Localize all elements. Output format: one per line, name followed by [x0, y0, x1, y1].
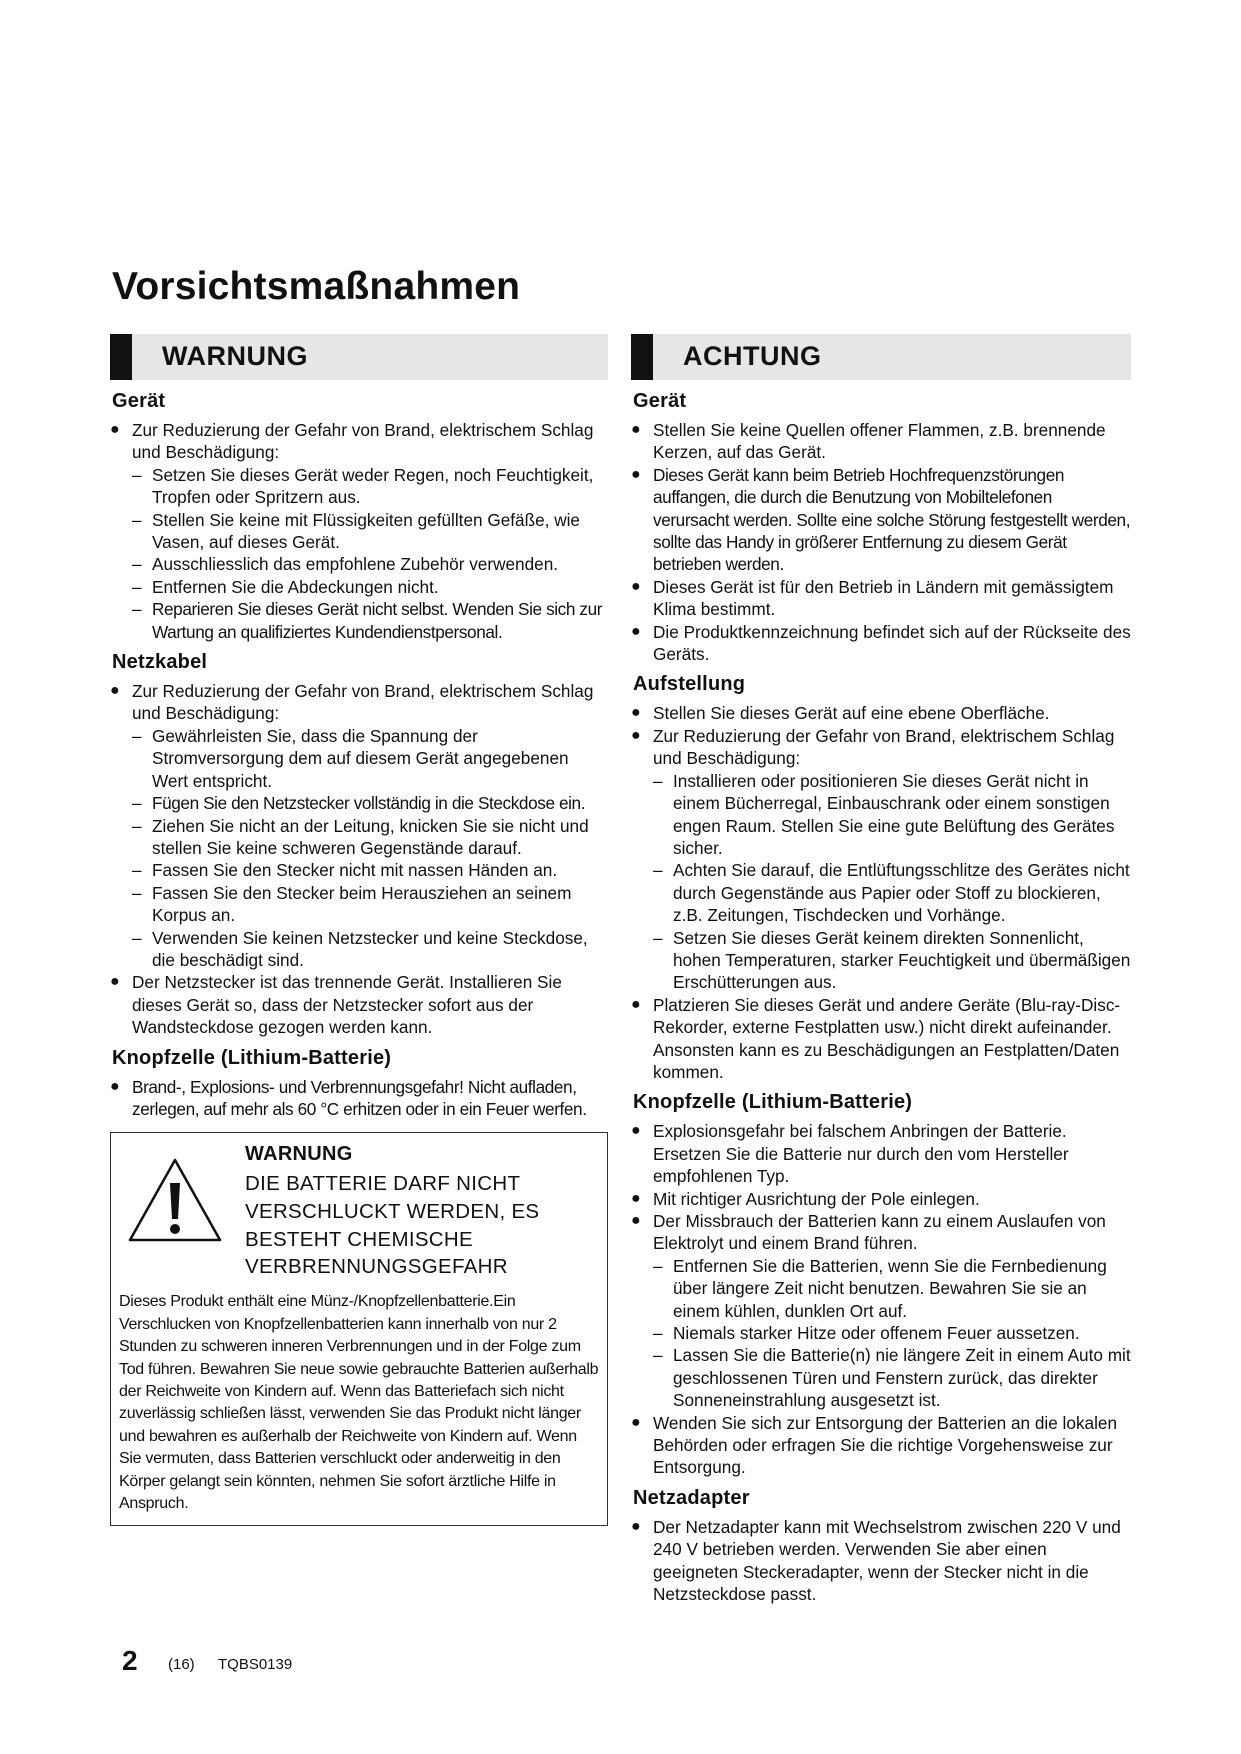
list-item-text: Die Produktkennzeichnung befindet sich auf der Rückseite des Geräts. [653, 621, 1131, 665]
banner-bar [631, 334, 653, 380]
section-geraet-caution [631, 390, 1131, 665]
section-geraet-warning [110, 390, 608, 643]
list-item-text: Reparieren Sie dieses Gerät nicht selbst. Wenden Sie sich zur Wartung an qualifiziertes Kundendienstpersonal. [152, 599, 603, 642]
list-item-text: Fassen Sie den Stecker nicht mit nassen Händen an. [152, 860, 558, 881]
page-title: Vorsichtsmaßnahmen [112, 265, 521, 308]
list-item [631, 1210, 1131, 1412]
section-knopfzelle-warning [110, 1047, 608, 1121]
list-item [132, 927, 608, 972]
list-item-text: Installieren oder positionieren Sie dieses Gerät nicht in einem Bücherregal, Einbauschrank oder einem sonstigen engen Raum. Stellen Sie eine gute Belüftung des Gerätes sicher. [673, 770, 1115, 858]
bullet-icon: ● [110, 973, 120, 991]
list-item [132, 882, 608, 927]
list-item [132, 792, 608, 814]
bullet-icon: ● [631, 995, 641, 1013]
dash-icon: – [132, 793, 142, 814]
bullet-icon: ● [110, 421, 120, 438]
list-item-text: Der Netzstecker ist das trennende Gerät. Installieren Sie dieses Gerät so, dass der Netzstecker sofort aus der Wandsteckdose gezogen werden kann. [132, 972, 562, 1038]
list-item [631, 621, 1131, 666]
section-netzkabel [110, 651, 608, 1039]
dash-icon: – [132, 576, 142, 597]
list-item-text: Fügen Sie den Netzstecker vollständig in die Steckdose ein. [152, 793, 586, 814]
list-item-text: Setzen Sie dieses Gerät keinem direkten Sonnenlicht, hohen Temperaturen, starker Feuchtigkeit und übermäßigen Erschütterungen aus. [673, 927, 1131, 993]
banner-bar [110, 334, 132, 380]
list-item-text: Der Netzadapter kann mit Wechselstrom zwischen 220 V und 240 V betrieben werden. Verwenden Sie aber einen geeigneten Steckeradapter, wenn der Stecker nicht in die Netzsteckdose passt. [653, 1516, 1121, 1605]
dash-icon: – [653, 860, 663, 881]
list-item [132, 553, 608, 575]
list-item-text: Mit richtiger Ausrichtung der Pole einlegen. [653, 1188, 980, 1209]
list-item-text: Wenden Sie sich zur Entsorgung der Batterien an die lokalen Behörden oder erfragen Sie die richtige Vorgehensweise zur Entsorgung. [653, 1412, 1118, 1478]
right-column [631, 334, 1131, 1614]
dash-icon: – [653, 770, 663, 791]
list-item [653, 1322, 1131, 1344]
list-item-text: Zur Reduzierung der Gefahr von Brand, elektrischem Schlag und Beschädigung: [653, 725, 1115, 769]
dash-icon: – [132, 554, 142, 575]
section-heading: Gerät [633, 390, 687, 412]
list-item-text: Ziehen Sie nicht an der Leitung, knicken Sie sie nicht und stellen Sie keine schweren Gegenstände darauf. [152, 815, 589, 858]
document-code: TQBS0139 [218, 1656, 293, 1673]
list-item [631, 576, 1131, 621]
list-item [132, 509, 608, 554]
dash-icon: – [132, 725, 142, 746]
list-item [110, 1076, 608, 1121]
list-item-text: Zur Reduzierung der Gefahr von Brand, elektrischem Schlag und Beschädigung: [132, 681, 594, 724]
bullet-icon: ● [631, 421, 641, 438]
list-item-text: Zur Reduzierung der Gefahr von Brand, elektrischem Schlag und Beschädigung: [132, 420, 594, 463]
list-item [110, 419, 608, 643]
warnbox-body: Dieses Produkt enthält eine Münz-/Knopfzellenbatterie.Ein Verschlucken von Knopfzellenbatterien kann innerhalb von nur 2 Stunden zu schweren inneren Verbrennungen und in der Folge zum Tod führen. Bewahren Sie neue sowie gebrauchte Batterien außerhalb der Reichweite von Kindern auf. Wenn das Batteriefach sich nicht zuverlässig schließen lässt, verwenden Sie das Produkt nicht länger und bewahren es außerhalb der Reichweite von Kindern auf. Wenn Sie vermuten, dass Batterien verschluckt oder anderweitig in den Körper gelangt sein könnten, nehmen Sie sofort ärztliche Hilfe in Anspruch. [119, 1293, 599, 1513]
list-item [132, 725, 608, 792]
list-item-text: Gewährleisten Sie, dass die Spannung der Stromversorgung dem auf diesem Gerät angegebenen Wert entspricht. [152, 725, 569, 791]
page-number: 2 [122, 1645, 138, 1676]
list-item [132, 464, 608, 509]
bullet-icon: ● [631, 465, 641, 483]
bullet-icon: ● [631, 704, 641, 722]
list-item [653, 1344, 1131, 1411]
dash-icon: – [132, 599, 142, 620]
warnbox-title: WARNUNG [245, 1143, 353, 1166]
list-item [110, 680, 608, 971]
dash-icon: – [653, 1323, 663, 1344]
section-netzadapter [631, 1487, 1131, 1606]
section-aufstellung [631, 673, 1131, 1083]
list-item-text: Niemals starker Hitze oder offenem Feuer aussetzen. [673, 1323, 1080, 1344]
bullet-icon: ● [631, 1189, 641, 1207]
warnbox-line: DIE BATTERIE DARF NICHT [245, 1172, 521, 1196]
section-heading: Knopfzelle (Lithium-Batterie) [633, 1091, 913, 1114]
list-item [653, 859, 1131, 926]
list-item [132, 576, 608, 598]
warning-triangle-icon [127, 1157, 223, 1243]
section-heading: Gerät [112, 390, 166, 412]
list-item-text: Stellen Sie dieses Gerät auf eine ebene Oberfläche. [653, 703, 1050, 724]
list-item [631, 1516, 1131, 1606]
list-item [132, 598, 608, 643]
list-item [631, 1412, 1131, 1479]
list-item-text: Explosionsgefahr bei falschem Anbringen der Batterie. Ersetzen Sie die Batterie nur durch den vom Hersteller empfohlenen Typ. [653, 1121, 1069, 1187]
bullet-icon: ● [631, 577, 641, 595]
warning-banner [110, 334, 608, 380]
list-item [653, 927, 1131, 994]
bullet-icon: ● [110, 682, 120, 700]
caution-banner-label: ACHTUNG [683, 341, 822, 371]
list-item [631, 994, 1131, 1084]
list-item-text: Dieses Gerät kann beim Betrieb Hochfrequenzstörungen auffangen, die durch die Benutzung von Mobiltelefonen verursacht werden. Sollte eine solche Störung festgestellt werden, sollte das Handy in größerer Entfernung zu diesem Gerät betrieben werden. [653, 464, 1131, 575]
list-item [631, 419, 1131, 464]
warnbox-line: VERBRENNUNGSGEFAHR [245, 1255, 508, 1279]
list-item [653, 1255, 1131, 1322]
dash-icon: – [132, 509, 142, 530]
section-heading: Netzkabel [112, 651, 208, 674]
warnbox-line: VERSCHLUCKT WERDEN, ES [245, 1199, 540, 1223]
dash-icon: – [653, 1255, 663, 1276]
bullet-icon: ● [631, 1517, 641, 1535]
bullet-icon: ● [110, 1077, 120, 1095]
section-knopfzelle-caution [631, 1091, 1131, 1479]
list-item [631, 702, 1131, 724]
list-item-text: Platzieren Sie dieses Gerät und andere Geräte (Blu-ray-Disc-Rekorder, externe Festplatten usw.) nicht direkt aufeinander. Ansonsten kann es zu Beschädigungen an Festplatten/Daten kommen. [653, 994, 1121, 1082]
bullet-icon: ● [631, 622, 641, 640]
page-reference: (16) [168, 1656, 195, 1673]
dash-icon: – [132, 815, 142, 836]
dash-icon: – [132, 882, 142, 903]
list-item-text: Achten Sie darauf, die Entlüftungsschlitze des Gerätes nicht durch Gegenstände aus Papier oder Stoff zu blockieren, z.B. Zeitungen, Tischdecken und Vorhänge. [673, 860, 1130, 926]
list-item [631, 725, 1131, 994]
warnbox-line: BESTEHT CHEMISCHE [245, 1227, 473, 1251]
list-item [110, 971, 608, 1038]
list-item-text: Lassen Sie die Batterie(n) nie längere Zeit in einem Auto mit geschlossenen Türen und Fenstern zurück, das direkter Sonneneinstrahlung ausgesetzt ist. [673, 1345, 1131, 1411]
list-item [132, 815, 608, 860]
bullet-icon: ● [631, 726, 641, 744]
list-item-text: Setzen Sie dieses Gerät weder Regen, noch Feuchtigkeit, Tropfen oder Spritzern aus. [152, 464, 594, 508]
dash-icon: – [653, 927, 663, 948]
dash-icon: – [132, 464, 142, 485]
section-heading: Knopfzelle (Lithium-Batterie) [112, 1046, 392, 1069]
list-item-text: Brand-, Explosions- und Verbrennungsgefahr! Nicht aufladen, zerlegen, auf mehr als 60 °C erhitzen oder in ein Feuer werfen. [132, 1076, 587, 1119]
bullet-icon: ● [631, 1413, 641, 1431]
list-item-text: Dieses Gerät ist für den Betrieb in Ländern mit gemässigtem Klima bestimmt. [653, 576, 1114, 620]
dash-icon: – [653, 1345, 663, 1366]
list-item-text: Ausschliesslich das empfohlene Zubehör verwenden. [152, 554, 559, 575]
list-item [631, 1120, 1131, 1187]
section-heading: Netzadapter [633, 1486, 750, 1509]
list-item [631, 464, 1131, 576]
dash-icon: – [132, 927, 142, 948]
list-item-text: Stellen Sie keine Quellen offener Flammen, z.B. brennende Kerzen, auf das Gerät. [653, 420, 1106, 463]
section-heading: Aufstellung [633, 673, 746, 696]
list-item-text: Fassen Sie den Stecker beim Herausziehen an seinem Korpus an. [152, 882, 572, 926]
list-item [631, 1188, 1131, 1210]
warning-banner-label: WARNUNG [162, 341, 308, 371]
list-item [653, 770, 1131, 860]
dash-icon: – [132, 860, 142, 881]
list-item-text: Stellen Sie keine mit Flüssigkeiten gefüllten Gefäße, wie Vasen, auf dieses Gerät. [152, 509, 580, 553]
list-item-text: Verwenden Sie keinen Netzstecker und keine Steckdose, die beschädigt sind. [152, 927, 588, 970]
list-item-text: Entfernen Sie die Abdeckungen nicht. [152, 576, 439, 597]
caution-banner [631, 334, 1131, 380]
list-item [132, 859, 608, 881]
list-item-text: Entfernen Sie die Batterien, wenn Sie die Fernbedienung über längere Zeit nicht benutzen. Bewahren Sie sie an einem kühlen, dunklen Ort auf. [673, 1255, 1107, 1321]
left-column [110, 334, 608, 1526]
battery-warning-box [110, 1132, 608, 1526]
bullet-icon: ● [631, 1212, 641, 1229]
bullet-icon: ● [631, 1122, 641, 1140]
list-item-text: Der Missbrauch der Batterien kann zu einem Auslaufen von Elektrolyt und einem Brand führen. [653, 1211, 1106, 1254]
